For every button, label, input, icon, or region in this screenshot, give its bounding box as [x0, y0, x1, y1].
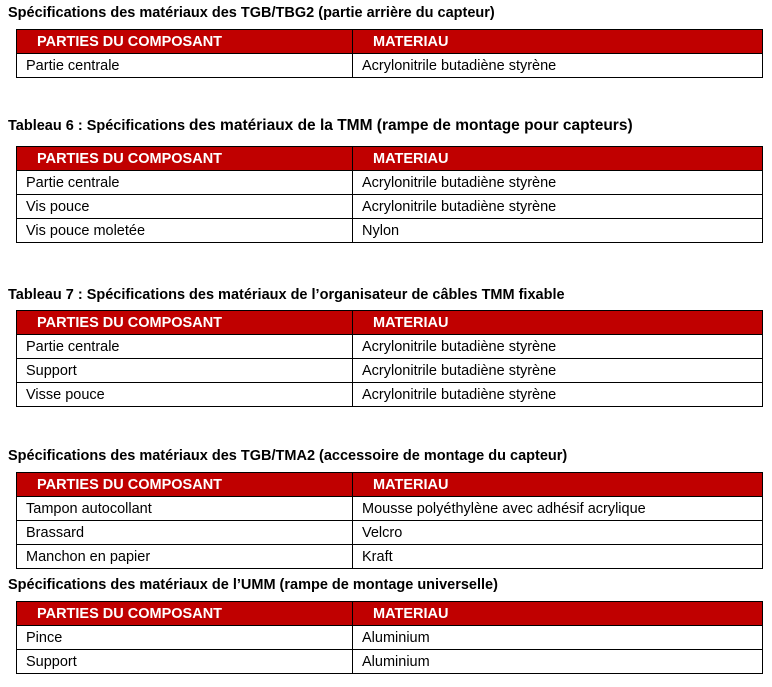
table-header-row	[17, 311, 763, 335]
part-cell: Support	[17, 650, 353, 674]
table-row	[17, 545, 763, 569]
materials-table-tgb-tma2	[16, 472, 763, 569]
material-cell: Aluminium	[353, 650, 763, 674]
table-row	[17, 219, 763, 243]
part-cell: Vis pouce	[17, 195, 353, 219]
title-main: des matériaux de la TMM (rampe de montage pour capteurs)	[189, 117, 633, 134]
material-cell: Acrylonitrile butadiène styrène	[353, 359, 763, 383]
part-cell: Partie centrale	[17, 171, 353, 195]
materials-table-organisateur	[16, 310, 763, 407]
header-material: MATERIAU	[353, 311, 763, 335]
table-row	[17, 195, 763, 219]
table-header-row	[17, 30, 763, 54]
header-material: MATERIAU	[353, 147, 763, 171]
section-title-umm: Spécifications des matériaux de l’UMM (rampe de montage universelle)	[8, 577, 498, 593]
part-cell: Partie centrale	[17, 335, 353, 359]
table-row	[17, 521, 763, 545]
table-header-row	[17, 602, 763, 626]
part-cell: Visse pouce	[17, 383, 353, 407]
part-cell: Pince	[17, 626, 353, 650]
section-title-tmm	[8, 117, 633, 135]
table-row	[17, 497, 763, 521]
table-row	[17, 335, 763, 359]
header-material: MATERIAU	[353, 30, 763, 54]
table-row	[17, 54, 763, 78]
material-cell: Acrylonitrile butadiène styrène	[353, 383, 763, 407]
header-parts: PARTIES DU COMPOSANT	[17, 311, 353, 335]
table-header-row	[17, 473, 763, 497]
header-parts: PARTIES DU COMPOSANT	[17, 473, 353, 497]
header-parts: PARTIES DU COMPOSANT	[17, 30, 353, 54]
section-title-tgb-tma2: Spécifications des matériaux des TGB/TMA2 (accessoire de montage du capteur)	[8, 448, 568, 464]
part-cell: Manchon en papier	[17, 545, 353, 569]
material-cell: Kraft	[353, 545, 763, 569]
table-row	[17, 171, 763, 195]
part-cell: Support	[17, 359, 353, 383]
title-prefix: Tableau 6 : Spécifications	[8, 118, 190, 134]
materials-table-tmm	[16, 146, 763, 243]
header-parts: PARTIES DU COMPOSANT	[17, 147, 353, 171]
part-cell: Brassard	[17, 521, 353, 545]
material-cell: Acrylonitrile butadiène styrène	[353, 54, 763, 78]
material-cell: Mousse polyéthylène avec adhésif acrylique	[353, 497, 763, 521]
header-parts: PARTIES DU COMPOSANT	[17, 602, 353, 626]
table-row	[17, 650, 763, 674]
section-title-organisateur: Tableau 7 : Spécifications des matériaux de l’organisateur de câbles TMM fixable	[8, 287, 565, 303]
table-row	[17, 359, 763, 383]
table-row	[17, 383, 763, 407]
part-cell: Vis pouce moletée	[17, 219, 353, 243]
materials-table-tgb-tbg2	[16, 29, 763, 78]
section-title-tgb-tbg2: Spécifications des matériaux des TGB/TBG2 (partie arrière du capteur)	[8, 5, 495, 21]
material-cell: Aluminium	[353, 626, 763, 650]
material-cell: Nylon	[353, 219, 763, 243]
part-cell: Tampon autocollant	[17, 497, 353, 521]
part-cell: Partie centrale	[17, 54, 353, 78]
material-cell: Acrylonitrile butadiène styrène	[353, 195, 763, 219]
table-header-row	[17, 147, 763, 171]
material-cell: Acrylonitrile butadiène styrène	[353, 171, 763, 195]
header-material: MATERIAU	[353, 602, 763, 626]
header-material: MATERIAU	[353, 473, 763, 497]
material-cell: Velcro	[353, 521, 763, 545]
table-row	[17, 626, 763, 650]
material-cell: Acrylonitrile butadiène styrène	[353, 335, 763, 359]
materials-table-umm	[16, 601, 763, 674]
